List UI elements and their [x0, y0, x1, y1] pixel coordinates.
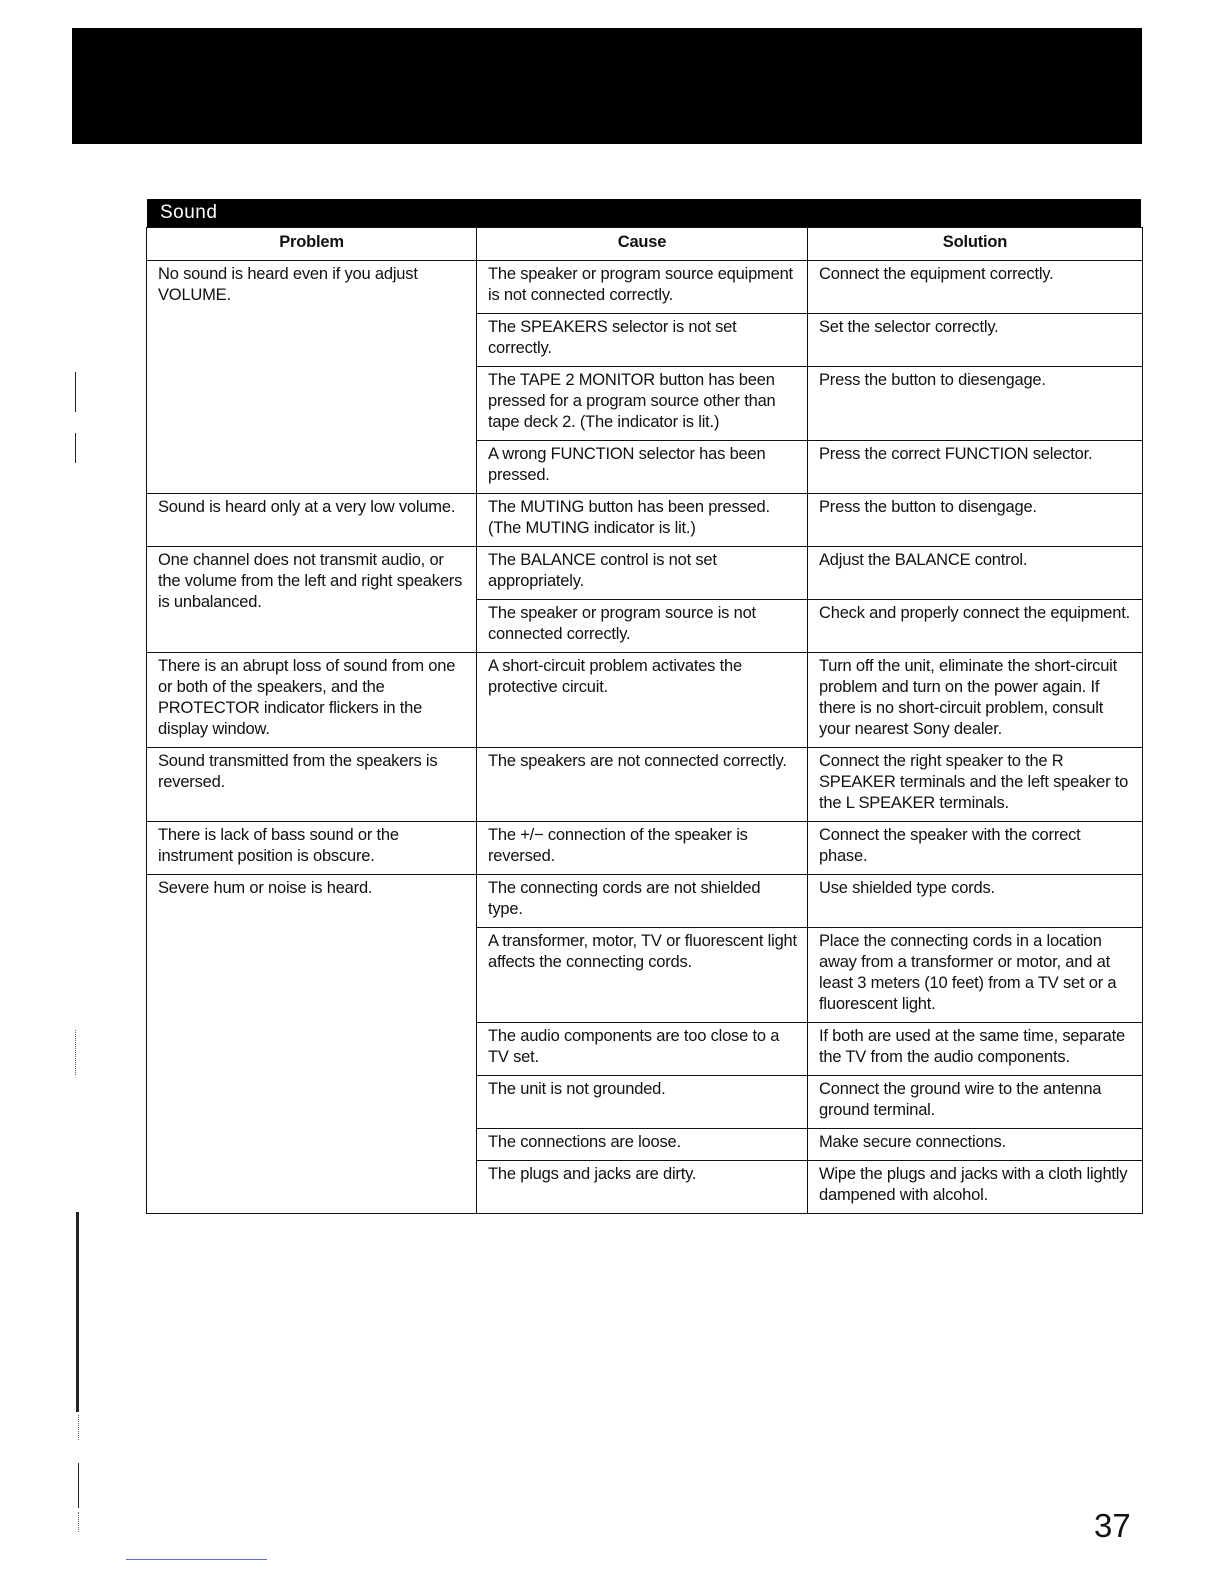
cause-cell: A transformer, motor, TV or fluorescent light affects the connecting cords. [477, 928, 808, 1023]
problem-cell: There is lack of bass sound or the instrument position is obscure. [147, 822, 477, 875]
scan-margin-mark [78, 1415, 80, 1440]
cause-cell: The plugs and jacks are dirty. [477, 1161, 808, 1214]
table-row [147, 261, 1143, 314]
table-row [147, 547, 1143, 600]
solution-cell: Turn off the unit, eliminate the short-circuit problem and turn on the power again. If there is no short-circuit problem, consult your nearest Sony dealer. [808, 653, 1143, 748]
scan-margin-mark [78, 1512, 80, 1532]
solution-cell: Press the correct FUNCTION selector. [808, 441, 1143, 494]
solution-cell: Wipe the plugs and jacks with a cloth lightly dampened with alcohol. [808, 1161, 1143, 1214]
scan-margin-mark [76, 1212, 79, 1412]
problem-cell: Severe hum or noise is heard. [147, 875, 477, 1214]
scan-margin-mark [75, 372, 76, 412]
cause-cell: The MUTING button has been pressed. (The MUTING indicator is lit.) [477, 494, 808, 547]
table-row [147, 653, 1143, 748]
solution-cell: Press the button to diesengage. [808, 367, 1143, 441]
solution-cell: Set the selector correctly. [808, 314, 1143, 367]
cause-cell: The speakers are not connected correctly. [477, 748, 808, 822]
problem-cell: Sound is heard only at a very low volume. [147, 494, 477, 547]
table-row [147, 748, 1143, 822]
cause-cell: The speaker or program source is not connected correctly. [477, 600, 808, 653]
solution-cell: Connect the equipment correctly. [808, 261, 1143, 314]
header-cause: Cause [477, 228, 808, 261]
table-row [147, 822, 1143, 875]
solution-cell: Use shielded type cords. [808, 875, 1143, 928]
solution-cell: Adjust the BALANCE control. [808, 547, 1143, 600]
solution-cell: If both are used at the same time, separate the TV from the audio components. [808, 1023, 1143, 1076]
cause-cell: The speaker or program source equipment is not connected correctly. [477, 261, 808, 314]
scan-margin-mark [75, 1030, 77, 1075]
cause-cell: The SPEAKERS selector is not set correctly. [477, 314, 808, 367]
problem-cell: One channel does not transmit audio, or the volume from the left and right speakers is unbalanced. [147, 547, 477, 653]
solution-cell: Connect the speaker with the correct phase. [808, 822, 1143, 875]
problem-cell: There is an abrupt loss of sound from one or both of the speakers, and the PROTECTOR indicator flickers in the display window. [147, 653, 477, 748]
solution-cell: Check and properly connect the equipment. [808, 600, 1143, 653]
header-problem: Problem [147, 228, 477, 261]
solution-cell: Place the connecting cords in a location away from a transformer or motor, and at least 3 meters (10 feet) from a TV set or a fluorescent light. [808, 928, 1143, 1023]
cause-cell: The TAPE 2 MONITOR button has been pressed for a program source other than tape deck 2. (The indicator is lit.) [477, 367, 808, 441]
table-header-row [147, 228, 1143, 261]
scan-margin-mark [78, 1463, 79, 1508]
page-header-bar [72, 28, 1142, 144]
table-row [147, 494, 1143, 547]
page-number: 37 [1094, 1507, 1131, 1544]
cause-cell: The unit is not grounded. [477, 1076, 808, 1129]
problem-cell: Sound transmitted from the speakers is reversed. [147, 748, 477, 822]
scan-margin-mark [75, 433, 76, 463]
problem-cell: No sound is heard even if you adjust VOLUME. [147, 261, 477, 494]
cause-cell: A wrong FUNCTION selector has been pressed. [477, 441, 808, 494]
cause-cell: The +/− connection of the speaker is reversed. [477, 822, 808, 875]
cause-cell: The connecting cords are not shielded type. [477, 875, 808, 928]
solution-cell: Make secure connections. [808, 1129, 1143, 1161]
cause-cell: The connections are loose. [477, 1129, 808, 1161]
header-solution: Solution [808, 228, 1143, 261]
troubleshooting-table [146, 227, 1143, 1214]
solution-cell: Connect the right speaker to the R SPEAKER terminals and the left speaker to the L SPEAKER terminals. [808, 748, 1143, 822]
solution-cell: Connect the ground wire to the antenna ground terminal. [808, 1076, 1143, 1129]
footer-rule [126, 1559, 267, 1560]
table-row [147, 875, 1143, 928]
cause-cell: The BALANCE control is not set appropriately. [477, 547, 808, 600]
cause-cell: The audio components are too close to a TV set. [477, 1023, 808, 1076]
cause-cell: A short-circuit problem activates the protective circuit. [477, 653, 808, 748]
section-title: Sound [147, 199, 1141, 227]
solution-cell: Press the button to disengage. [808, 494, 1143, 547]
